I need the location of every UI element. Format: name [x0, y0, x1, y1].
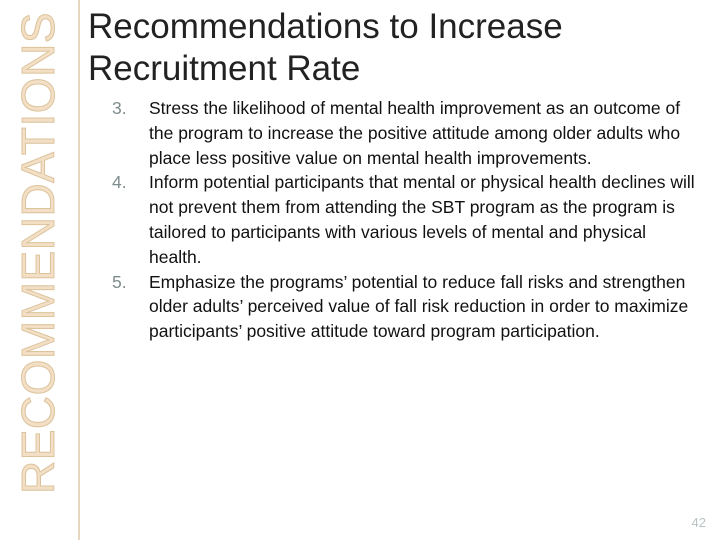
- list-item: [112, 270, 702, 344]
- item-number: 5.: [112, 271, 127, 292]
- item-number: 4.: [112, 172, 127, 193]
- recommendation-list: [112, 96, 702, 344]
- list-item: [112, 96, 702, 170]
- item-text: Emphasize the programs’ potential to reduce fall risks and strengthen older adults’ perceived value of fall risk reduction in order to maximize participants’ positive attitude toward program participation.: [149, 271, 689, 342]
- list-item: [112, 170, 702, 269]
- title-line-1: Recommendations to Increase: [88, 7, 563, 46]
- side-banner: [0, 0, 76, 540]
- page-number: 42: [691, 515, 706, 530]
- divider: [78, 0, 80, 540]
- item-number: 3.: [112, 98, 127, 118]
- item-text: Stress the likelihood of mental health improvement as an outcome of the program to increase the positive attitude among older adults who place less positive value on mental health improvements.: [149, 98, 681, 168]
- item-text: Inform potential participants that mental or physical health declines will not prevent them from attending the SBT program as the program is tailored to participants with various levels of mental and physical health.: [149, 172, 695, 267]
- slide-title: [88, 6, 708, 90]
- vertical-section-label: RECOMMENDATIONS: [12, 12, 64, 494]
- title-line-2: Recruitment Rate: [88, 49, 361, 88]
